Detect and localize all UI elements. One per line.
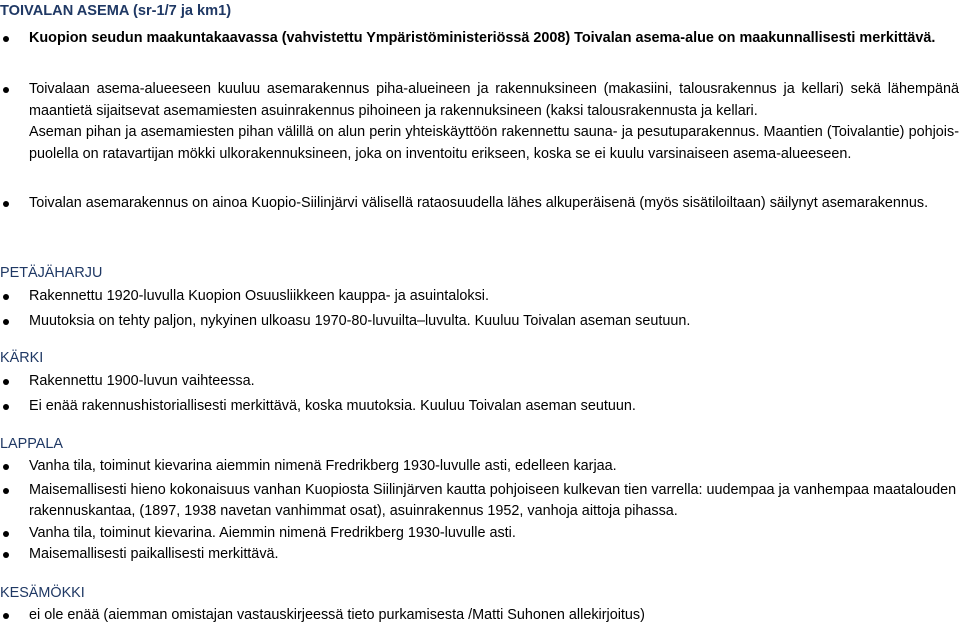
bullet-icon: [3, 613, 9, 619]
list-item: [0, 193, 959, 215]
list-item: [0, 523, 959, 545]
list-item-text: Ei enää rakennushistoriallisesti merkittävä, koska muutoksia. Kuuluu Toivalan aseman seutuun.: [29, 397, 636, 414]
list-item-text: Rakennettu 1920-luvulla Kuopion Osuusliikkeen kauppa- ja asuintaloksi.: [29, 288, 489, 304]
list-item: [0, 311, 959, 333]
section-heading: KESÄMÖKKI: [0, 585, 85, 601]
document-title: TOIVALAN ASEMA (sr-1/7 ja km1): [0, 3, 232, 19]
bullet-icon: [3, 201, 9, 207]
list-item: [0, 396, 959, 418]
list-item-text: Toivalaan asema-alueeseen kuuluu asemarakennus piha-alueineen ja rakennuksineen (makasiini, talousrakennus ja kellari) sekä lähempänä maantietä sijaitsevat asemamiesten asuinrakennus pihoineen ja rakennuksineen (kaksi talousrakennusta ja kellari.: [29, 81, 959, 119]
bullet-icon: [3, 319, 9, 325]
section-list: [0, 605, 959, 627]
bullet-icon: [3, 404, 9, 410]
bullet-icon: [3, 87, 9, 93]
list-item: [0, 544, 959, 566]
list-item-text: ei ole enää (aiemman omistajan vastauskirjeessä tieto purkamisesta /Matti Suhonen allekirjoitus): [29, 607, 645, 623]
section-heading: KÄRKI: [0, 350, 44, 366]
section-list: [0, 286, 959, 332]
list-item: [0, 286, 959, 308]
bullet-icon: [3, 531, 9, 537]
list-item: [0, 28, 959, 50]
bullet-icon: [3, 464, 9, 470]
section-list: [0, 456, 959, 566]
list-item-text: Muutoksia on tehty paljon, nykyinen ulkoasu 1970-80-luvuilta–luvulta. Kuuluu Toivalan aseman seutuun.: [29, 312, 691, 329]
list-item-text: Maisemallisesti paikallisesti merkittävä.: [29, 546, 279, 562]
main-list-3: [0, 193, 959, 215]
section-list: [0, 371, 959, 417]
list-item-text: Kuopion seudun maakuntakaavassa (vahvistettu Ympäristöministeriössä 2008) Toivalan asema-alue on maakunnallisesti merkittävä.: [29, 30, 936, 46]
list-item-text: Maisemallisesti hieno kokonaisuus vanhan Kuopiosta Siilinjärven kautta pohjoiseen kulkevan tien varrella: uudempaa ja vanhempaa maatalouden rakennuskantaa, (1897, 1938 navetan vanhimmat osat), asuinrakennus 1952, vanhoja aittoja pihassa.: [29, 481, 957, 519]
list-item-continuation: Aseman pihan ja asemamiesten pihan välillä on alun perin yhteiskäyttöön rakennettu sauna- ja pesutuparakennus. Maantien (Toivalantie) pohjois-puolella on ratavartijan mökki ulkorakennuksineen, joka on inventoitu erikseen, koska se ei kuulu varsinaiseen asema-alueeseen.: [29, 124, 959, 162]
list-item: [0, 480, 959, 523]
bullet-icon: [3, 36, 9, 42]
list-item-text: Rakennettu 1900-luvun vaihteessa.: [29, 373, 255, 389]
list-item-text: Vanha tila, toiminut kievarina. Aiemmin nimenä Fredrikberg 1930-luvulle asti.: [29, 524, 516, 541]
section-heading: LAPPALA: [0, 436, 63, 452]
bullet-icon: [3, 552, 9, 558]
list-item-text: Toivalan asemarakennus on ainoa Kuopio-Siilinjärvi välisellä rataosuudella lähes alkuperäisenä (myös sisätiloiltaan) säilynyt asemarakennus.: [29, 195, 929, 211]
section-heading: PETÄJÄHARJU: [0, 265, 103, 281]
main-list: [0, 28, 959, 50]
main-list-2: [0, 79, 959, 165]
list-item: [0, 371, 959, 393]
list-item: [0, 456, 959, 478]
list-item-text: Vanha tila, toiminut kievarina aiemmin nimenä Fredrikberg 1930-luvulle asti, edelleen karjaa.: [29, 458, 617, 474]
bullet-icon: [3, 488, 9, 494]
list-item: [0, 605, 959, 627]
bullet-icon: [3, 379, 9, 385]
bullet-icon: [3, 294, 9, 300]
list-item: [0, 79, 959, 165]
